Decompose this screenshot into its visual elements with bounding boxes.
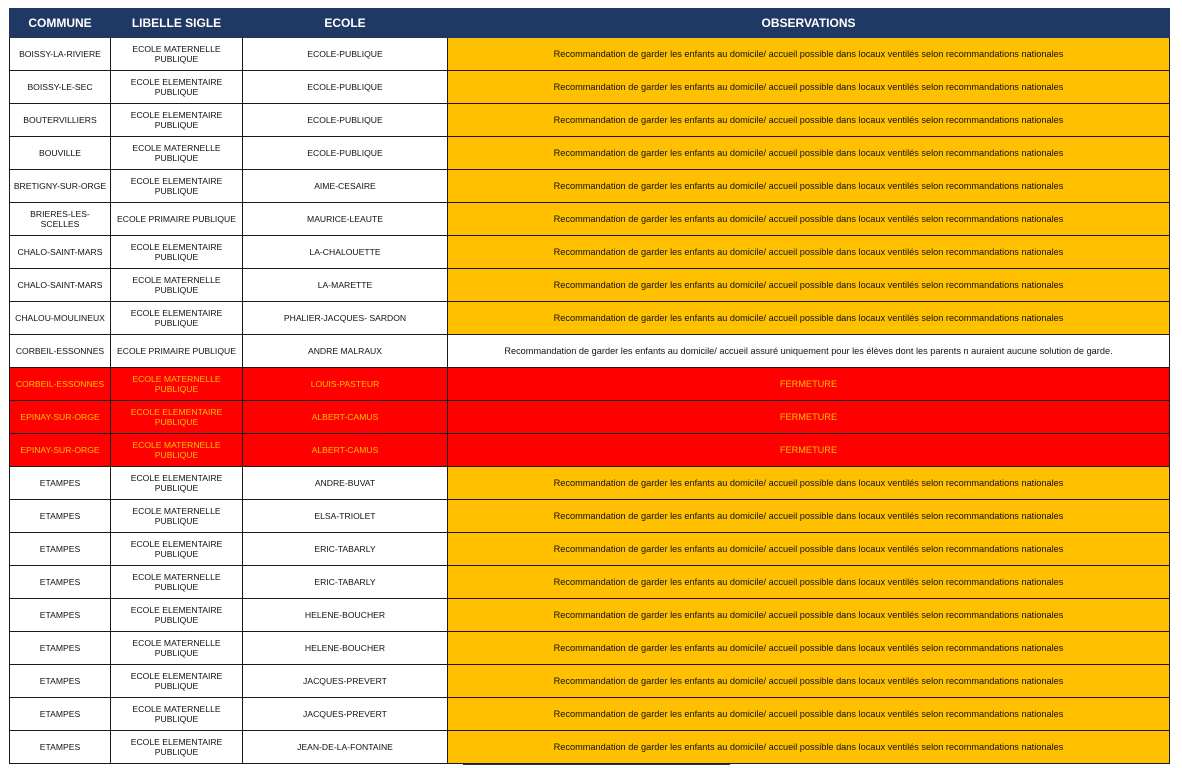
table-row xyxy=(10,170,1170,203)
table-row xyxy=(10,203,1170,236)
cell-commune: BRETIGNY-SUR-ORGE xyxy=(10,170,111,203)
cell-observation: Recommandation de garder les enfants au domicile/ accueil possible dans locaux ventilés selon recommandations nationales xyxy=(448,71,1170,104)
cell-libelle-sigle: ECOLE MATERNELLE PUBLIQUE xyxy=(111,500,243,533)
cell-ecole: AIME-CESAIRE xyxy=(243,170,448,203)
cell-commune: CHALOU-MOULINEUX xyxy=(10,302,111,335)
cell-ecole: HELENE-BOUCHER xyxy=(243,632,448,665)
cell-libelle-sigle: ECOLE ELEMENTAIRE PUBLIQUE xyxy=(111,302,243,335)
cell-observation: Recommandation de garder les enfants au domicile/ accueil possible dans locaux ventilés selon recommandations nationales xyxy=(448,203,1170,236)
cell-observation: Recommandation de garder les enfants au domicile/ accueil possible dans locaux ventilés selon recommandations nationales xyxy=(448,467,1170,500)
cell-observation: Recommandation de garder les enfants au domicile/ accueil possible dans locaux ventilés selon recommandations nationales xyxy=(448,302,1170,335)
cell-ecole: ALBERT-CAMUS xyxy=(243,401,448,434)
cell-commune: ETAMPES xyxy=(10,467,111,500)
cell-observation: Recommandation de garder les enfants au domicile/ accueil possible dans locaux ventilés selon recommandations nationales xyxy=(448,731,1170,764)
cell-observation: Recommandation de garder les enfants au domicile/ accueil possible dans locaux ventilés selon recommandations nationales xyxy=(448,533,1170,566)
cell-commune: ETAMPES xyxy=(10,731,111,764)
table-row xyxy=(10,632,1170,665)
cell-observation: Recommandation de garder les enfants au domicile/ accueil possible dans locaux ventilés selon recommandations nationales xyxy=(448,269,1170,302)
cell-ecole: HELENE-BOUCHER xyxy=(243,599,448,632)
cell-commune: CORBEIL-ESSONNES xyxy=(10,368,111,401)
cell-ecole: MAURICE-LEAUTE xyxy=(243,203,448,236)
cell-observation: Recommandation de garder les enfants au domicile/ accueil assuré uniquement pour les élèves dont les parents n auraient aucune solution de garde. xyxy=(448,335,1170,368)
cell-observation: Recommandation de garder les enfants au domicile/ accueil possible dans locaux ventilés selon recommandations nationales xyxy=(448,38,1170,71)
cell-libelle-sigle: ECOLE MATERNELLE PUBLIQUE xyxy=(111,434,243,467)
cell-libelle-sigle: ECOLE ELEMENTAIRE PUBLIQUE xyxy=(111,599,243,632)
cell-commune: ETAMPES xyxy=(10,500,111,533)
cell-observation: Recommandation de garder les enfants au domicile/ accueil possible dans locaux ventilés selon recommandations nationales xyxy=(448,599,1170,632)
cell-libelle-sigle: ECOLE ELEMENTAIRE PUBLIQUE xyxy=(111,236,243,269)
cell-libelle-sigle: ECOLE MATERNELLE PUBLIQUE xyxy=(111,269,243,302)
cell-commune: BOISSY-LE-SEC xyxy=(10,71,111,104)
cell-observation: Recommandation de garder les enfants au domicile/ accueil possible dans locaux ventilés selon recommandations nationales xyxy=(448,104,1170,137)
cell-ecole: ERIC-TABARLY xyxy=(243,566,448,599)
cell-libelle-sigle: ECOLE MATERNELLE PUBLIQUE xyxy=(111,632,243,665)
cell-ecole: ECOLE-PUBLIQUE xyxy=(243,104,448,137)
table-row xyxy=(10,434,1170,467)
school-status-table xyxy=(9,8,1170,764)
table-row xyxy=(10,467,1170,500)
header-observations: OBSERVATIONS xyxy=(448,9,1170,38)
header-ecole: ECOLE xyxy=(243,9,448,38)
cell-observation: FERMETURE xyxy=(448,434,1170,467)
cell-commune: BRIERES-LES-SCELLES xyxy=(10,203,111,236)
cell-ecole: ECOLE-PUBLIQUE xyxy=(243,71,448,104)
cell-ecole: LOUIS-PASTEUR xyxy=(243,368,448,401)
cell-ecole: ECOLE-PUBLIQUE xyxy=(243,137,448,170)
cell-commune: ETAMPES xyxy=(10,665,111,698)
cell-libelle-sigle: ECOLE MATERNELLE PUBLIQUE xyxy=(111,698,243,731)
cell-ecole: ELSA-TRIOLET xyxy=(243,500,448,533)
cell-commune: BOISSY-LA-RIVIERE xyxy=(10,38,111,71)
cell-observation: Recommandation de garder les enfants au domicile/ accueil possible dans locaux ventilés selon recommandations nationales xyxy=(448,698,1170,731)
header-row xyxy=(10,9,1170,38)
cell-commune: ETAMPES xyxy=(10,698,111,731)
table-row xyxy=(10,368,1170,401)
cell-ecole: LA-MARETTE xyxy=(243,269,448,302)
table-row xyxy=(10,38,1170,71)
cell-observation: Recommandation de garder les enfants au domicile/ accueil possible dans locaux ventilés selon recommandations nationales xyxy=(448,500,1170,533)
cell-observation: Recommandation de garder les enfants au domicile/ accueil possible dans locaux ventilés selon recommandations nationales xyxy=(448,665,1170,698)
cell-commune: ETAMPES xyxy=(10,533,111,566)
cell-observation: FERMETURE xyxy=(448,368,1170,401)
cell-commune: EPINAY-SUR-ORGE xyxy=(10,401,111,434)
cell-libelle-sigle: ECOLE ELEMENTAIRE PUBLIQUE xyxy=(111,467,243,500)
table-row xyxy=(10,104,1170,137)
cell-libelle-sigle: ECOLE ELEMENTAIRE PUBLIQUE xyxy=(111,71,243,104)
cell-libelle-sigle: ECOLE PRIMAIRE PUBLIQUE xyxy=(111,335,243,368)
cell-ecole: ECOLE-PUBLIQUE xyxy=(243,38,448,71)
table-row xyxy=(10,500,1170,533)
table-row xyxy=(10,566,1170,599)
table-body xyxy=(10,38,1170,764)
cell-ecole: JEAN-DE-LA-FONTAINE xyxy=(243,731,448,764)
table-row xyxy=(10,698,1170,731)
table-row xyxy=(10,236,1170,269)
table-row xyxy=(10,401,1170,434)
cell-commune: CHALO-SAINT-MARS xyxy=(10,236,111,269)
cell-libelle-sigle: ECOLE ELEMENTAIRE PUBLIQUE xyxy=(111,731,243,764)
cell-libelle-sigle: ECOLE ELEMENTAIRE PUBLIQUE xyxy=(111,533,243,566)
table-row xyxy=(10,335,1170,368)
cell-commune: ETAMPES xyxy=(10,632,111,665)
cell-ecole: JACQUES-PREVERT xyxy=(243,665,448,698)
cell-commune: CHALO-SAINT-MARS xyxy=(10,269,111,302)
cell-ecole: PHALIER-JACQUES- SARDON xyxy=(243,302,448,335)
cell-libelle-sigle: ECOLE ELEMENTAIRE PUBLIQUE xyxy=(111,401,243,434)
header-libelle-sigle: LIBELLE SIGLE xyxy=(111,9,243,38)
cell-commune: CORBEIL-ESSONNES xyxy=(10,335,111,368)
cell-ecole: ANDRE MALRAUX xyxy=(243,335,448,368)
table-row xyxy=(10,269,1170,302)
table-row xyxy=(10,302,1170,335)
table-row xyxy=(10,731,1170,764)
cell-ecole: LA-CHALOUETTE xyxy=(243,236,448,269)
cell-libelle-sigle: ECOLE MATERNELLE PUBLIQUE xyxy=(111,137,243,170)
table-row xyxy=(10,665,1170,698)
cell-observation: Recommandation de garder les enfants au domicile/ accueil possible dans locaux ventilés selon recommandations nationales xyxy=(448,566,1170,599)
cell-commune: BOUTERVILLIERS xyxy=(10,104,111,137)
cell-libelle-sigle: ECOLE MATERNELLE PUBLIQUE xyxy=(111,38,243,71)
cell-libelle-sigle: ECOLE PRIMAIRE PUBLIQUE xyxy=(111,203,243,236)
cell-observation: Recommandation de garder les enfants au domicile/ accueil possible dans locaux ventilés selon recommandations nationales xyxy=(448,170,1170,203)
cell-ecole: ANDRE-BUVAT xyxy=(243,467,448,500)
header-commune: COMMUNE xyxy=(10,9,111,38)
cell-commune: ETAMPES xyxy=(10,599,111,632)
cell-observation: FERMETURE xyxy=(448,401,1170,434)
cell-libelle-sigle: ECOLE ELEMENTAIRE PUBLIQUE xyxy=(111,104,243,137)
cell-libelle-sigle: ECOLE ELEMENTAIRE PUBLIQUE xyxy=(111,665,243,698)
cell-observation: Recommandation de garder les enfants au domicile/ accueil possible dans locaux ventilés selon recommandations nationales xyxy=(448,236,1170,269)
table-row xyxy=(10,71,1170,104)
cell-ecole: ALBERT-CAMUS xyxy=(243,434,448,467)
cell-ecole: ERIC-TABARLY xyxy=(243,533,448,566)
cell-ecole: JACQUES-PREVERT xyxy=(243,698,448,731)
cell-libelle-sigle: ECOLE MATERNELLE PUBLIQUE xyxy=(111,368,243,401)
cell-libelle-sigle: ECOLE ELEMENTAIRE PUBLIQUE xyxy=(111,170,243,203)
cell-commune: ETAMPES xyxy=(10,566,111,599)
table-row xyxy=(10,533,1170,566)
cell-libelle-sigle: ECOLE MATERNELLE PUBLIQUE xyxy=(111,566,243,599)
cell-observation: Recommandation de garder les enfants au domicile/ accueil possible dans locaux ventilés selon recommandations nationales xyxy=(448,137,1170,170)
cell-commune: BOUVILLE xyxy=(10,137,111,170)
cell-observation: Recommandation de garder les enfants au domicile/ accueil possible dans locaux ventilés selon recommandations nationales xyxy=(448,632,1170,665)
cell-commune: EPINAY-SUR-ORGE xyxy=(10,434,111,467)
footer-divider xyxy=(463,764,730,765)
table-row xyxy=(10,137,1170,170)
table-row xyxy=(10,599,1170,632)
